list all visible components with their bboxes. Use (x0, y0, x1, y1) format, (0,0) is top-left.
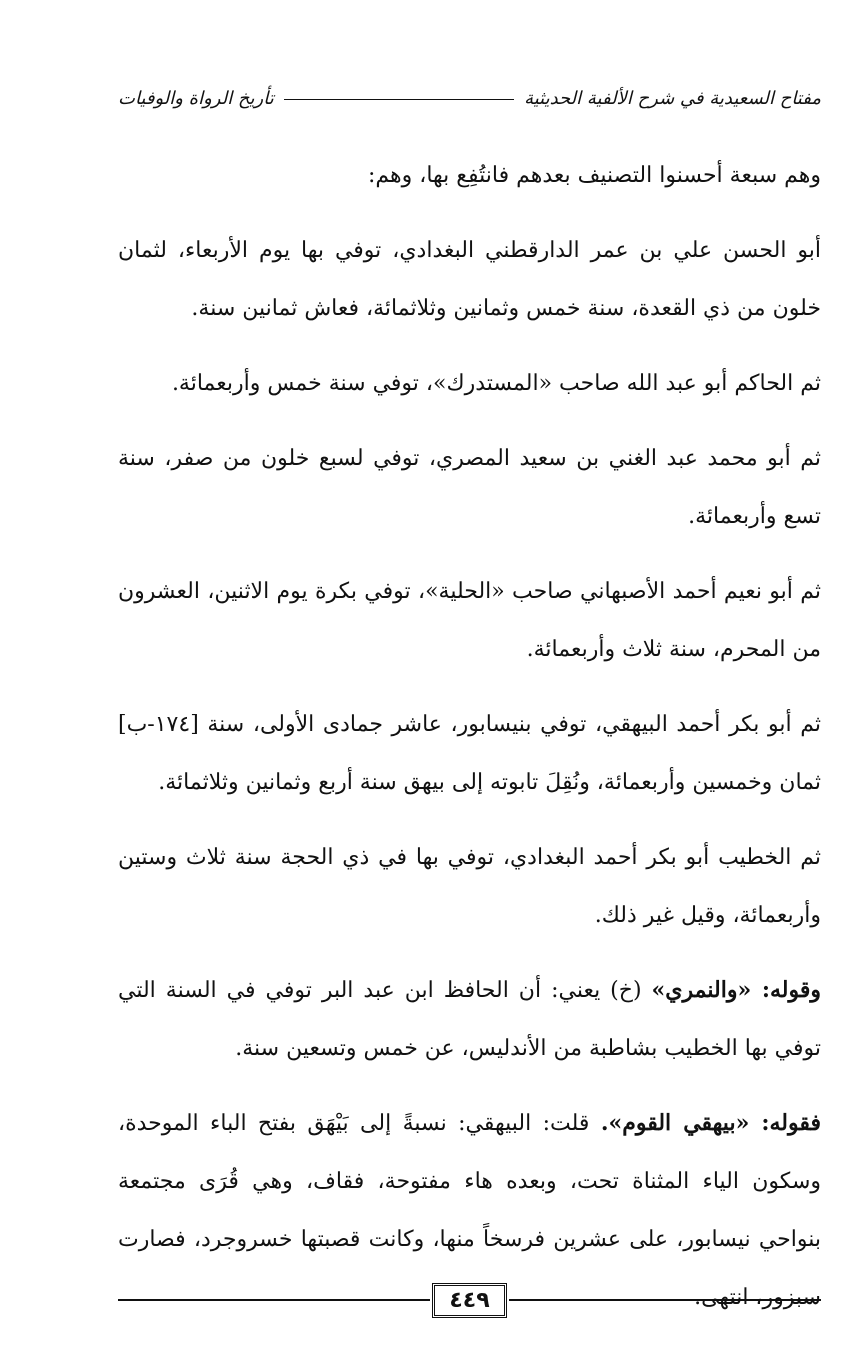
paragraph (118, 695, 821, 812)
paragraph-text: قلت: البيهقي: نسبةً إلى بَيْهَق بفتح الباء الموحدة، وسكون الياء المثناة تحت، وبعده هاء مفتوحة، فقاف، وهي قُرَى مجتمعة بنواحي نيسابور، على عشرين فرسخاً منها، وكانت قصبتها خسروجرد، فصارت سبزور، انتهى. (118, 1111, 821, 1310)
page-number: ٤٤٩ (432, 1283, 506, 1318)
paragraph (118, 221, 821, 338)
chapter-title: تأريخ الرواة والوفيات (118, 88, 274, 109)
paragraph-text: وهم سبعة أحسنوا التصنيف بعدهم فانتُفِع بها، وهم: (367, 163, 821, 188)
paragraph (118, 961, 821, 1078)
paragraph (118, 354, 821, 413)
page-footer (118, 1276, 821, 1324)
book-title: مفتاح السعيدية في شرح الألفية الحديثية (524, 88, 821, 109)
paragraph-text: أبو الحسن علي بن عمر الدارقطني البغدادي، توفي بها يوم الأربعاء، لثمان خلون من ذي القعدة، سنة خمس وثمانين وثلاثمائة، فعاش ثمانين سنة. (118, 238, 821, 321)
paragraph-text: ثم الخطيب أبو بكر أحمد البغدادي، توفي بها في ذي الحجة سنة ثلاث وستين وأربعمائة، وقيل غير ذلك. (118, 845, 821, 928)
footer-rule-right (509, 1299, 821, 1301)
paragraph (118, 146, 821, 205)
paragraph-text: ثم أبو محمد عبد الغني بن سعيد المصري، توفي لسبع خلون من صفر، سنة تسع وأربعمائة. (118, 446, 821, 529)
paragraph-text: ثم أبو نعيم أحمد الأصبهاني صاحب «الحلية»، توفي بكرة يوم الاثنين، العشرون من المحرم، سنة ثلاث وأربعمائة. (118, 579, 821, 662)
paragraph-text: (خ) يعني: أن الحافظ ابن عبد البر توفي في السنة التي توفي بها الخطيب بشاطبة من الأندليس، عن خمس وتسعين سنة. (118, 978, 821, 1061)
paragraph (118, 429, 821, 546)
footer-rule-left (118, 1299, 430, 1301)
page-body (118, 146, 821, 1343)
paragraph (118, 828, 821, 945)
paragraph-text: ثم الحاكم أبو عبد الله صاحب «المستدرك»، توفي سنة خمس وأربعمائة. (171, 371, 821, 396)
paragraph (118, 562, 821, 679)
paragraph-lead: فقوله: «بيهقي القوم». (600, 1110, 821, 1136)
paragraph-lead: وقوله: «والنمري» (651, 977, 821, 1003)
running-header (118, 88, 821, 109)
header-rule (284, 99, 514, 100)
paragraph-text: ثم أبو بكر أحمد البيهقي، توفي بنيسابور، عاشر جمادى الأولى، سنة [١٧٤-ب] ثمان وخمسين وأربعمائة، ونُقِلَ تابوته إلى بيهق سنة أربع وثمانين وثلاثمائة. (118, 712, 821, 795)
